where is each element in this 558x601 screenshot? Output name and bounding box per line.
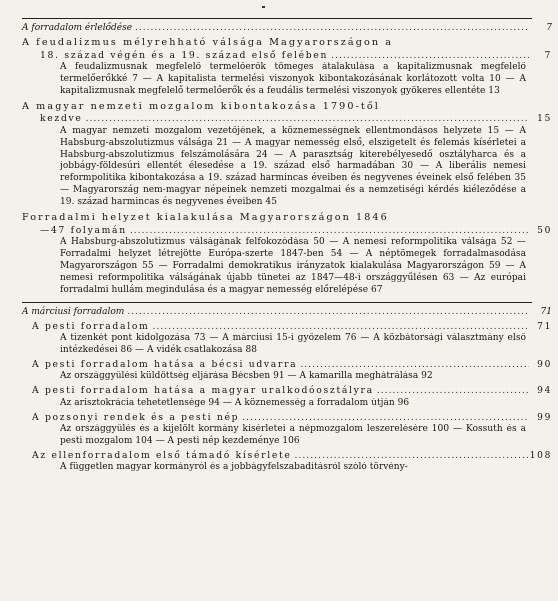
part-title: A márciusi forradalom xyxy=(22,307,125,318)
part-heading xyxy=(22,306,552,318)
chapter-heading-continued xyxy=(40,224,552,237)
chapter-summary: A magyar nemzeti mozgalom vezetőjének, a köznemességnek ellentmondásos helyzete 15 — A Habsburg-abszolutizmus válsága 21 — A magyar nemesség első, elszigetelt és felemás kísérletei a Habsburg-abszolutizmus felszámolására 24 — A parasztság kiterebélyesedő osztályharca és a jobbágy-földesúri ellentét élesedése a 19. század első harmadában 30 — A liberális nemesi reformpolitika kibontakozása a 19. század harmincas éveiben és negyvenes éveinek első felében 35 — Magyarország nem-magyar népeinek nemzeti mozgalmai és a nemzetiségi kérdés kiéleződése a 19. század harmincas és negyvenes éveiben 45 xyxy=(60,125,526,208)
dot-leader xyxy=(242,412,529,424)
section-summary: Az országgyűlés és a kijelölt kormány kísérletei a népmozgalom leszerelésére 100 — Kossuth és a pesti mozgalom 104 — A pesti nép kezdeménye 106 xyxy=(60,424,526,446)
section-title: A pesti forradalom xyxy=(32,320,150,332)
page-number: 15 xyxy=(537,114,552,125)
page-number: 71 xyxy=(537,321,552,332)
chapter-summary: A Habsburg-abszolutizmus válságának felfokozódása 50 — A nemesi reformpolitika válsága 52 — Forradalmi helyzet létrejötte Európa-szerte 1847-ben 54 — A néptömegek forradalmasodása Magyarországon 55 — Forradalmi demokratikus irányzatok kialakulása Magyarországon 59 — A nemesi reformpolitika válságának újabb tünetei az 1847—48-i országgyűlésen 63 — Az európai forradalmi hullám megindulása és a magyar nemesség előrelépése 67 xyxy=(60,236,526,295)
page-number: 94 xyxy=(537,386,552,397)
dot-leader xyxy=(135,22,529,34)
part-heading xyxy=(22,22,552,34)
page-mark xyxy=(262,6,265,8)
section-heading xyxy=(32,411,552,424)
section-summary: A tizenkét pont kidolgozása 73 — A márciusi 15-i győzelem 76 — A közbátorsági választmány első intézkedései 86 — A vidék csatlakozása 88 xyxy=(60,333,526,356)
chapter-title-line: kezdve xyxy=(40,113,83,125)
dot-leader xyxy=(377,385,529,397)
section-title: A pesti forradalom hatása a bécsi udvarra xyxy=(32,359,298,371)
chapter-heading-continued xyxy=(40,49,552,62)
dot-leader xyxy=(331,50,529,62)
chapter-title-line: A feudalizmus mélyrehható válsága Magyarországon a xyxy=(22,37,394,49)
page-number: 90 xyxy=(537,360,552,371)
chapter-title-line: A magyar nemzeti mozgalom kibontakozása 1790-től xyxy=(22,100,380,112)
section-heading xyxy=(32,320,552,333)
section-title: A pozsonyi rendek és a pesti nép xyxy=(32,411,240,423)
chapter-title-line: Forradalmi helyzet kialakulása Magyarországon 1846 xyxy=(22,212,389,224)
section-summary: A független magyar kormányról és a jobbágyfelszabadításról szóló törvény- xyxy=(60,462,408,473)
section-heading xyxy=(32,385,552,397)
dot-leader xyxy=(130,225,529,237)
dot-leader xyxy=(86,113,529,125)
section-heading xyxy=(32,449,552,462)
section-summary: Az országgyűlési küldöttség eljárása Bécsben 91 — A kamarilla meghátrálása 92 xyxy=(60,371,433,382)
chapter-heading xyxy=(22,212,532,224)
page-number: 7 xyxy=(546,23,552,33)
chapter-title-line: —47 folyamán xyxy=(40,224,127,236)
chapter-heading xyxy=(22,37,532,49)
dot-leader xyxy=(152,321,529,333)
dot-leader xyxy=(300,359,529,371)
chapter-summary: A feudalizmusnak megfelelő termelőerők tömeges átalakulása a kapitalizmusnak megfelelő termelőerőkké 7 — A kapitalista termelési viszonyok kibontakozásának korlátozott volta 10 — A kapitalizmusnak megfelelő termelőerők és a feudális termelési viszonyok gyökeres ellentéte 13 xyxy=(60,62,526,97)
section-rule xyxy=(22,302,532,303)
page-number: 50 xyxy=(537,225,552,236)
page-number: 7 xyxy=(544,50,552,61)
page-number: 71 xyxy=(540,307,552,318)
chapter-title-line: 18. század végén és a 19. század első felében xyxy=(40,49,329,61)
dot-leader xyxy=(295,450,529,462)
dot-leader xyxy=(127,306,529,318)
section-title: A pesti forradalom hatása a magyar uralkodóosztályra xyxy=(32,385,374,397)
part-title: A forradalom érlelődése xyxy=(22,23,133,33)
chapter-heading xyxy=(22,101,532,113)
page-number: 99 xyxy=(537,412,552,423)
section-heading xyxy=(32,359,552,371)
top-rule xyxy=(22,18,532,19)
section-summary: Az arisztokrácia tehetetlensége 94 — A köznemesség a forradalom útján 96 xyxy=(60,397,410,408)
chapter-heading-continued xyxy=(40,113,552,125)
section-title: Az ellenforradalom első támadó kísérlete xyxy=(32,449,292,461)
page-number: 108 xyxy=(529,450,552,461)
